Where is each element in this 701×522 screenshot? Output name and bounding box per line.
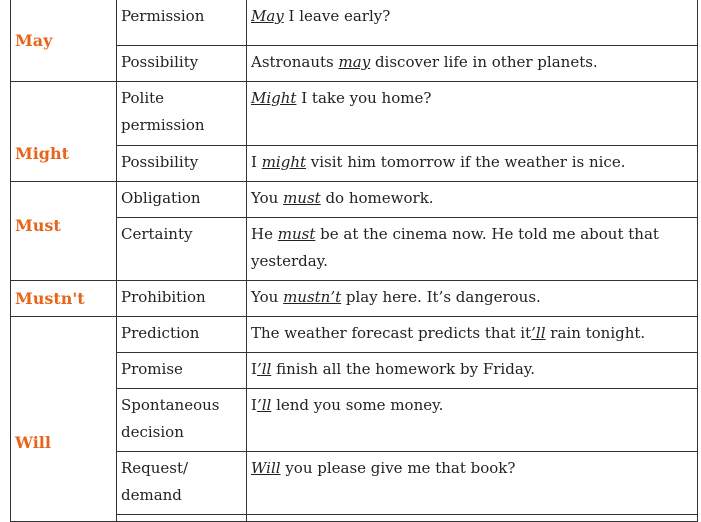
table-row [11,317,698,353]
example-cell: I’ll lend you some money. [247,389,698,452]
empty-cell [247,515,698,522]
usage-cell: Spontaneous decision [117,389,247,452]
modal-verb-cell: Will [11,317,117,522]
usage-cell: Possibility [117,146,247,182]
usage-cell: Certainty [117,218,247,281]
empty-cell [117,515,247,522]
example-cell: I’ll finish all the homework by Friday. [247,353,698,389]
example-cell: You mustn’t play here. It’s dangerous. [247,281,698,317]
example-cell: You must do homework. [247,182,698,218]
example-cell: May I leave early? [247,0,698,46]
table-row [11,281,698,317]
table-row [11,182,698,218]
modal-verbs-table [10,0,698,522]
modal-highlight: must [283,189,321,207]
modal-highlight: Might [251,89,297,107]
usage-cell: Prediction [117,317,247,353]
modal-highlight: ’ll [256,396,272,414]
example-cell: Will you please give me that book? [247,452,698,515]
example-cell: Might I take you home? [247,82,698,146]
modal-verb-cell: May [11,0,117,82]
usage-cell: Possibility [117,46,247,82]
modal-highlight: must [277,225,316,243]
example-cell: He must be at the cinema now. He told me about that yesterday. [247,218,698,281]
modal-highlight: may [338,53,371,71]
table-row [11,82,698,146]
usage-cell: Promise [117,353,247,389]
modal-verb-cell: Must [11,182,117,281]
modal-highlight: mustn’t [283,288,342,306]
modal-highlight: might [261,153,307,171]
usage-cell: Permission [117,0,247,46]
modal-verb-cell: Mustn't [11,281,117,317]
modal-highlight: ’ll [531,324,546,342]
usage-cell: Request/ demand [117,452,247,515]
modal-highlight: Will [251,459,281,477]
example-cell: I might visit him tomorrow if the weather is nice. [247,146,698,182]
table-row [11,0,698,46]
usage-cell: Obligation [117,182,247,218]
modal-highlight: ’ll [256,360,272,378]
modal-highlight: May [251,7,284,25]
modal-verb-cell: Might [11,82,117,182]
example-cell: The weather forecast predicts that it’ll rain tonight. [247,317,698,353]
usage-cell: Polite permission [117,82,247,146]
example-cell: Astronauts may discover life in other planets. [247,46,698,82]
usage-cell: Prohibition [117,281,247,317]
